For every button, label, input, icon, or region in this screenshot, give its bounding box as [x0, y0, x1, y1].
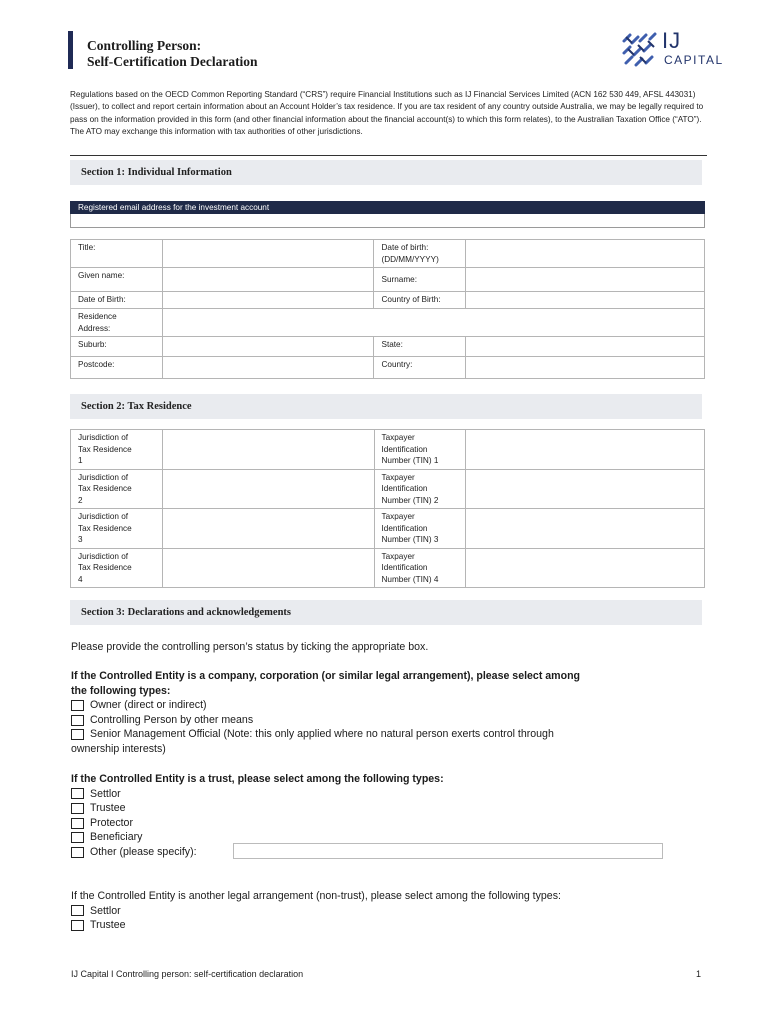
divider — [70, 155, 707, 156]
table-row — [71, 509, 705, 549]
logo-pattern-icon — [620, 31, 660, 71]
trust-trustee-option — [71, 801, 444, 816]
trust-heading: If the Controlled Entity is a trust, please select among the following types: — [71, 773, 444, 785]
dob-field[interactable] — [466, 240, 705, 268]
other-trustee-checkbox[interactable] — [71, 920, 84, 931]
country-label — [374, 357, 466, 379]
tin-1-label — [374, 430, 466, 470]
trust-protector-checkbox[interactable] — [71, 818, 84, 829]
logo-ij-text: IJ — [662, 28, 682, 53]
field-label: Jurisdiction of Tax Residence 2 — [78, 472, 132, 505]
title-line-2: Self-Certification Declaration — [87, 54, 258, 69]
other-settlor-checkbox[interactable] — [71, 905, 84, 916]
option-label: Senior Management Official (Note: this only applied where no natural person exerts control through — [90, 728, 554, 741]
surname-field[interactable] — [466, 268, 705, 292]
table-row — [71, 357, 705, 379]
jurisdiction-2-field[interactable] — [162, 469, 374, 509]
suburb-label — [71, 337, 163, 357]
section-2-heading: Section 2: Tax Residence — [70, 394, 702, 419]
tin-3-field[interactable] — [466, 509, 705, 549]
option-label-continuation: ownership interests) — [71, 742, 166, 755]
table-row — [71, 292, 705, 309]
table-row — [71, 309, 705, 337]
field-label: Country: — [381, 360, 413, 369]
jurisdiction-4-label — [71, 548, 163, 588]
section-3-heading: Section 3: Declarations and acknowledgements — [70, 600, 702, 625]
trust-protector-option — [71, 816, 444, 831]
table-row — [71, 268, 705, 292]
owner-checkbox[interactable] — [71, 700, 84, 711]
field-label: Residence Address: — [78, 312, 117, 333]
company-options-block — [71, 669, 711, 757]
field-label: Postcode: — [78, 360, 115, 369]
option-label: Settlor — [90, 904, 121, 917]
field-label: Taxpayer Identification Number (TIN) 4 — [381, 551, 439, 584]
surname-label — [374, 268, 466, 292]
option-label: Controlling Person by other means — [90, 713, 254, 726]
other-arrangement-block — [71, 889, 561, 933]
state-field[interactable] — [466, 337, 705, 357]
field-label: Jurisdiction of Tax Residence 3 — [78, 512, 132, 544]
field-label: Taxpayer Identification Number (TIN) 1 — [381, 433, 439, 465]
owner-option — [71, 698, 711, 713]
tin-2-field[interactable] — [466, 469, 705, 509]
title-field[interactable] — [162, 240, 374, 268]
trust-settlor-option — [71, 787, 444, 802]
other-arrangement-heading: If the Controlled Entity is another legal arrangement (non-trust), please select among the following types: — [71, 890, 561, 902]
title-label — [71, 240, 163, 268]
tin-2-label — [374, 469, 466, 509]
footer-text: IJ Capital I Controlling person: self-certification declaration — [71, 969, 304, 979]
trust-other-checkbox[interactable] — [71, 847, 84, 858]
status-prompt: Please provide the controlling person’s status by ticking the appropriate box. — [71, 641, 429, 653]
jurisdiction-4-field[interactable] — [162, 548, 374, 588]
trust-trustee-checkbox[interactable] — [71, 803, 84, 814]
given-name-label — [71, 268, 163, 292]
option-label: Owner (direct or indirect) — [90, 699, 207, 712]
company-heading-line-2: the following types: — [71, 684, 171, 697]
option-label: Trustee — [90, 919, 126, 932]
intro-paragraph: Regulations based on the OECD Common Reporting Standard (“CRS”) require Financial Institutions such as IJ Financial Services Limited (ACN 162 530 449, AFSL 443031) (Issuer), to collect and report certain information about an Account Holder’s tax residence. If you are tax resident of any country outside Australia, we may be legally required to pass on the information provided in this form (and other financial information about the financial account(s) to which this form relates), to the Australian Taxation Office (“ATO”). The ATO may exchange this information with tax authorities of other jurisdictions. — [70, 90, 704, 137]
residence-address-field[interactable] — [162, 309, 704, 337]
email-label: Registered email address for the investment account — [70, 201, 705, 214]
field-label: Date of birth: (DD/MM/YYYY) — [381, 243, 439, 264]
tin-4-label — [374, 548, 466, 588]
tax-residence-table — [70, 429, 705, 588]
other-settlor-option — [71, 904, 561, 919]
field-label: Title: — [78, 243, 96, 252]
jurisdiction-2-label — [71, 469, 163, 509]
tin-1-field[interactable] — [466, 430, 705, 470]
date-of-birth-field[interactable] — [162, 292, 374, 309]
option-label: Settlor — [90, 787, 121, 800]
other-trustee-option — [71, 918, 561, 933]
logo-capital-text: CAPITAL — [664, 53, 724, 67]
jurisdiction-3-field[interactable] — [162, 509, 374, 549]
jurisdiction-1-label — [71, 430, 163, 470]
ij-capital-logo — [620, 28, 730, 71]
field-label: Surname: — [381, 274, 417, 284]
trust-settlor-checkbox[interactable] — [71, 788, 84, 799]
postcode-label — [71, 357, 163, 379]
senior-management-option — [71, 727, 711, 742]
option-label: Trustee — [90, 802, 126, 815]
other-specify-input[interactable] — [233, 843, 663, 859]
dob-label — [374, 240, 466, 268]
field-label: Jurisdiction of Tax Residence 1 — [78, 433, 132, 465]
state-label — [374, 337, 466, 357]
country-field[interactable] — [466, 357, 705, 379]
trust-beneficiary-checkbox[interactable] — [71, 832, 84, 843]
field-label: State: — [381, 340, 403, 349]
field-label: Suburb: — [78, 340, 107, 349]
company-heading-line-1: If the Controlled Entity is a company, corporation (or similar legal arrangement), please select among — [71, 670, 581, 682]
table-row — [71, 240, 705, 268]
section-1-heading: Section 1: Individual Information — [70, 160, 702, 185]
tin-3-label — [374, 509, 466, 549]
tin-4-field[interactable] — [466, 548, 705, 588]
field-label: Given name: — [78, 271, 125, 280]
country-of-birth-label — [374, 292, 466, 309]
individual-info-table — [70, 239, 705, 379]
table-row — [71, 548, 705, 588]
jurisdiction-3-label — [71, 509, 163, 549]
jurisdiction-1-field[interactable] — [162, 430, 374, 470]
field-label: Taxpayer Identification Number (TIN) 3 — [381, 512, 439, 544]
field-label: Date of Birth: — [78, 295, 126, 304]
date-of-birth-label — [71, 292, 163, 309]
field-label: Taxpayer Identification Number (TIN) 2 — [381, 472, 439, 505]
table-row — [71, 469, 705, 509]
field-label: Country of Birth: — [381, 295, 441, 304]
field-label: Jurisdiction of Tax Residence 4 — [78, 551, 132, 584]
option-label: Beneficiary — [90, 831, 143, 844]
table-row — [71, 337, 705, 357]
given-name-field[interactable] — [162, 268, 374, 292]
table-row — [71, 430, 705, 470]
option-label: Protector — [90, 816, 133, 829]
email-input[interactable] — [70, 214, 705, 228]
residence-address-label — [71, 309, 163, 337]
title-line-1: Controlling Person: — [87, 38, 202, 53]
title-accent-bar — [68, 31, 73, 69]
postcode-field[interactable] — [162, 357, 374, 379]
controlling-person-option — [71, 713, 711, 728]
suburb-field[interactable] — [162, 337, 374, 357]
controlling-person-checkbox[interactable] — [71, 715, 84, 726]
country-of-birth-field[interactable] — [466, 292, 705, 309]
page-number: 1 — [696, 969, 702, 979]
senior-management-checkbox[interactable] — [71, 729, 84, 740]
option-label: Other (please specify): — [90, 845, 197, 858]
page-title — [87, 38, 258, 70]
